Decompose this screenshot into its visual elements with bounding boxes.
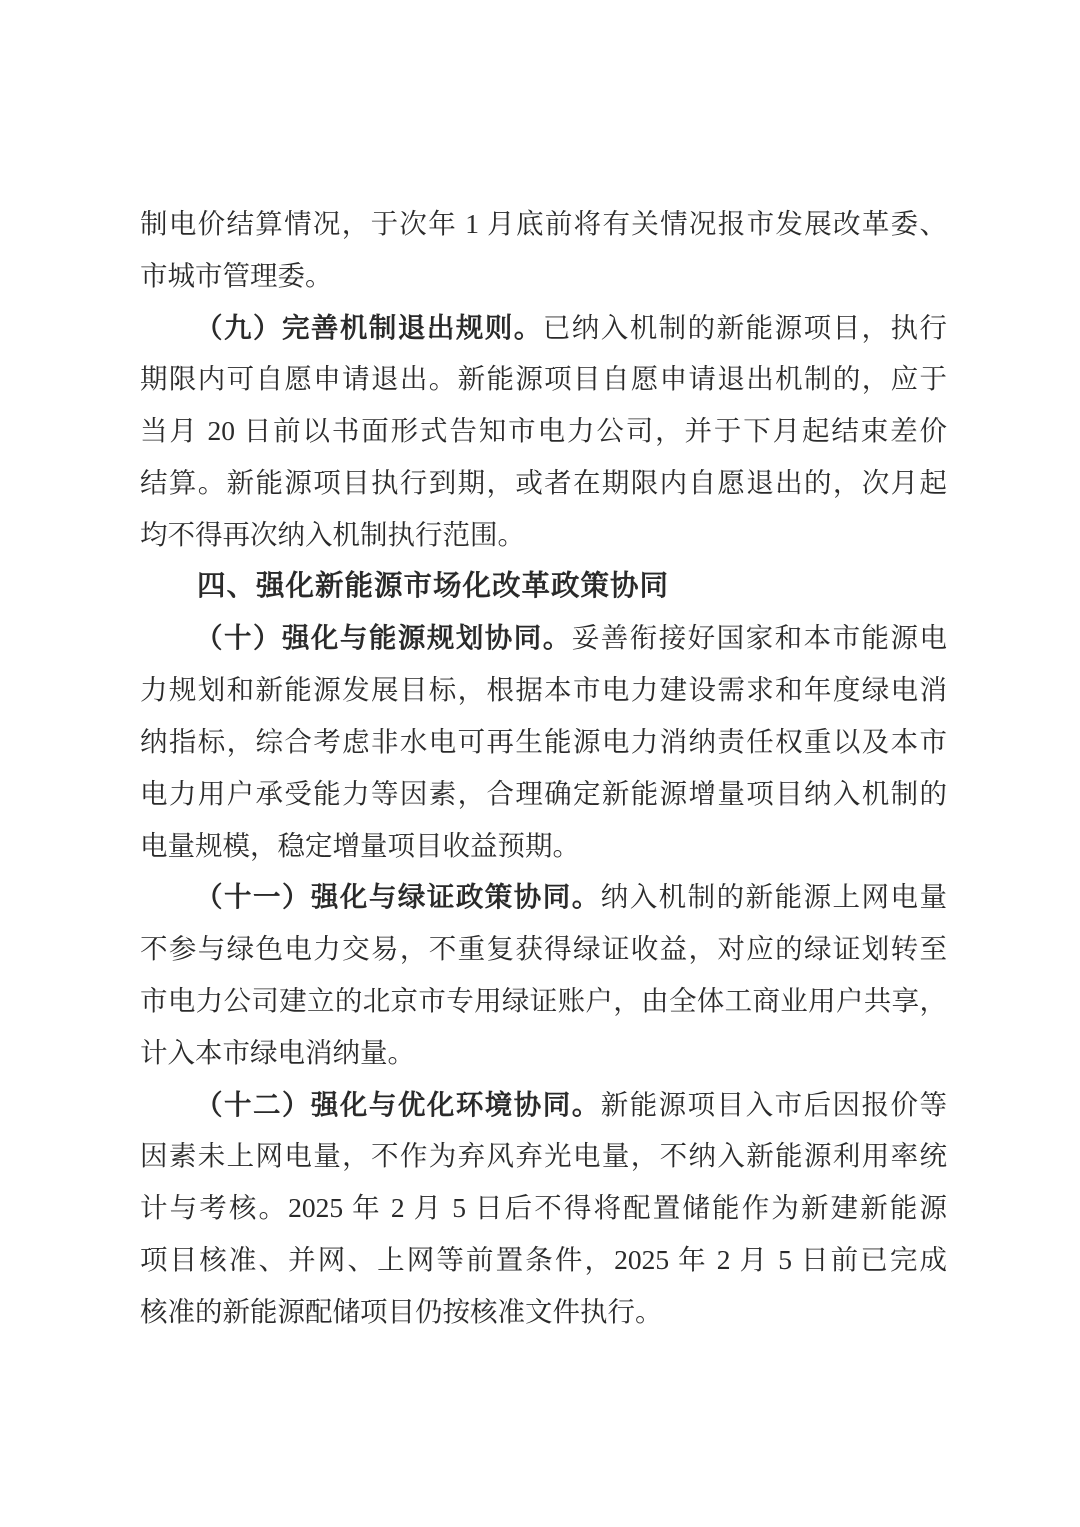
text-line <box>140 1079 947 1131</box>
text-line <box>140 612 947 664</box>
text-line <box>140 768 947 820</box>
body-text: 制电价结算情况，于次年 1 月底前将有关情况报市发展改革委、 <box>140 208 947 239</box>
text-line <box>140 1286 947 1338</box>
text-line <box>140 923 947 975</box>
text-line <box>140 457 947 509</box>
body-text: 核准的新能源配储项目仍按核准文件执行。 <box>140 1295 663 1327</box>
body-text: 不参与绿色电力交易，不重复获得绿证收益，对应的绿证划转至 <box>140 933 947 965</box>
emphasis-text: （十）强化与能源规划协同。 <box>195 622 572 654</box>
text-line <box>140 664 947 716</box>
text-line <box>140 1182 947 1234</box>
body-text: 电量规模，稳定增量项目收益预期。 <box>140 829 580 861</box>
body-text: 因素未上网电量，不作为弃风弃光电量，不纳入新能源利用率统 <box>140 1140 947 1172</box>
text-line <box>140 716 947 768</box>
text-line <box>140 871 947 923</box>
body-text: 纳指标，综合考虑非水电可再生能源电力消纳责任权重以及本市 <box>140 725 947 757</box>
text-line <box>140 975 947 1027</box>
document-body <box>140 198 947 1338</box>
section-heading <box>140 561 947 613</box>
body-text: 力规划和新能源发展目标，根据本市电力建设需求和年度绿电消 <box>140 674 947 706</box>
text-line <box>140 353 947 405</box>
text-line <box>140 1234 947 1286</box>
text-line <box>140 198 947 250</box>
body-text: 电力用户承受能力等因素，合理确定新能源增量项目纳入机制的 <box>140 777 947 809</box>
body-text: 妥善衔接好国家和本市能源电 <box>571 622 947 654</box>
paragraph <box>140 871 947 1078</box>
paragraph <box>140 1079 947 1338</box>
emphasis-text: （十二）强化与优化环境协同。 <box>195 1088 601 1120</box>
text-line <box>140 250 947 302</box>
text-line <box>140 820 947 872</box>
body-text: 项目核准、并网、上网等前置条件，2025 年 2 月 5 日前已完成 <box>140 1243 947 1275</box>
paragraph <box>140 612 947 871</box>
body-text: 纳入机制的新能源上网电量 <box>600 881 947 913</box>
body-text: 市城市管理委。 <box>140 259 333 291</box>
body-text: 市电力公司建立的北京市专用绿证账户，由全体工商业用户共享， <box>140 984 947 1016</box>
text-line <box>140 509 947 561</box>
body-text: 期限内可自愿申请退出。新能源项目自愿申请退出机制的，应于 <box>140 363 947 395</box>
paragraph <box>140 302 947 561</box>
text-line <box>140 405 947 457</box>
text-line <box>140 561 947 613</box>
emphasis-text: （十一）强化与绿证政策协同。 <box>195 881 601 913</box>
body-text: 已纳入机制的新能源项目，执行 <box>542 311 947 343</box>
text-line <box>140 1027 947 1079</box>
text-line <box>140 302 947 354</box>
body-text: 均不得再次纳入机制执行范围。 <box>140 518 525 550</box>
paragraph <box>140 198 947 302</box>
body-text: 计入本市绿电消纳量。 <box>140 1036 415 1068</box>
body-text: 新能源项目入市后因报价等 <box>600 1088 947 1120</box>
emphasis-text: 四、强化新能源市场化改革政策协同 <box>197 569 670 602</box>
emphasis-text: （九）完善机制退出规则。 <box>195 311 543 343</box>
text-line <box>140 1130 947 1182</box>
body-text: 结算。新能源项目执行到期，或者在期限内自愿退出的，次月起 <box>140 466 947 498</box>
body-text: 当月 20 日前以书面形式告知市电力公司，并于下月起结束差价 <box>140 415 947 447</box>
body-text: 计与考核。2025 年 2 月 5 日后不得将配置储能作为新建新能源 <box>140 1192 947 1224</box>
